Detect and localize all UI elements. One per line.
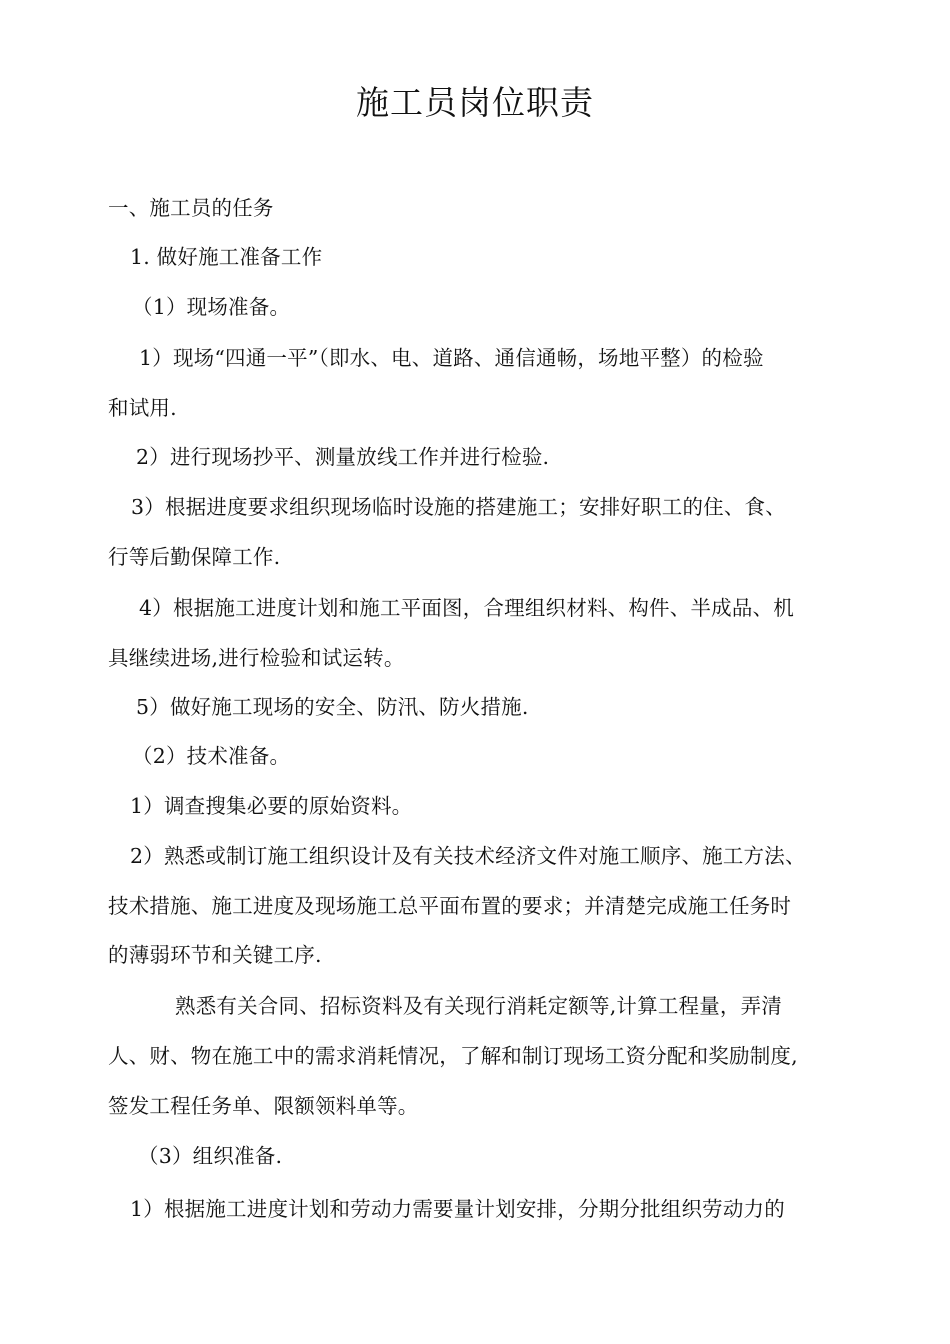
paragraph-line: 人、财、物在施工中的需求消耗情况，了解和制订现场工资分配和奖励制度, [108, 1044, 798, 1068]
paragraph-line: 具继续进场,进行检验和试运转。 [108, 646, 405, 670]
document-title: 施工员岗位职责 [356, 83, 594, 122]
paragraph-line: 的薄弱环节和关键工序. [108, 943, 322, 967]
paragraph-line: 3）根据进度要求组织现场临时设施的搭建施工；安排好职工的住、食、 [131, 495, 786, 519]
subsection-heading: 1. 做好施工准备工作 [130, 245, 323, 269]
paragraph-line: 技术措施、施工进度及现场施工总平面布置的要求；并清楚完成施工任务时 [108, 894, 792, 918]
paragraph-line: 1）现场“四通一平”（即水、电、道路、通信通畅，场地平整）的检验 [139, 346, 764, 370]
paragraph-line: 1）调查搜集必要的原始资料。 [130, 794, 413, 818]
item-heading: （3）组织准备. [138, 1144, 283, 1168]
paragraph-line: 签发工程任务单、限额领料单等。 [108, 1094, 419, 1118]
paragraph-line: 4）根据施工进度计划和施工平面图，合理组织材料、构件、半成品、机 [139, 596, 794, 620]
paragraph-line: 2）熟悉或制订施工组织设计及有关技术经济文件对施工顺序、施工方法、 [130, 844, 806, 868]
item-heading: （2）技术准备。 [132, 744, 291, 768]
paragraph-line: 和试用. [108, 396, 177, 420]
paragraph-line: 2）进行现场抄平、测量放线工作并进行检验. [136, 445, 550, 469]
paragraph-line: 行等后勤保障工作. [108, 545, 281, 569]
paragraph-line: 5）做好施工现场的安全、防汛、防火措施. [136, 695, 529, 719]
paragraph-line: 1）根据施工进度计划和劳动力需要量计划安排，分期分批组织劳动力的 [130, 1197, 785, 1221]
section-heading: 一、施工员的任务 [108, 196, 274, 220]
item-heading: （1）现场准备。 [132, 295, 291, 319]
paragraph-line: 熟悉有关合同、招标资料及有关现行消耗定额等,计算工程量，弄清 [175, 994, 783, 1018]
